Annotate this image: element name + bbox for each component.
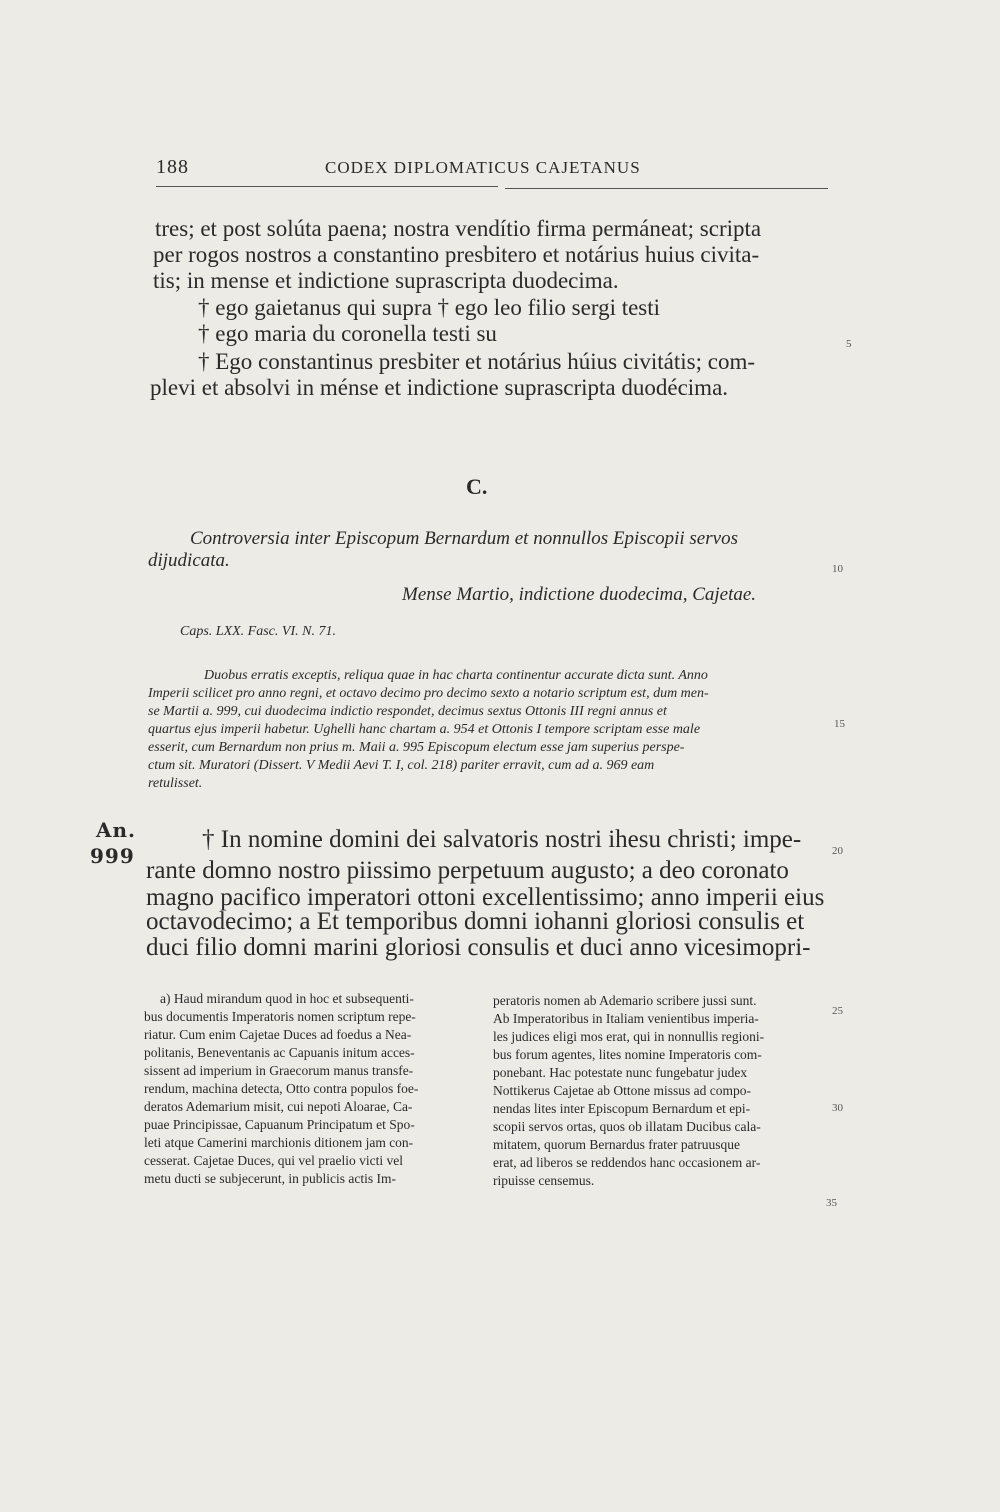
page-number: 188	[156, 156, 189, 178]
charter-line: magno pacifico imperatori ottoni excellentissimo; anno imperii eius	[146, 884, 825, 911]
footnote-line: cesserat. Cajetae Duces, qui vel praelio victi vel	[144, 1153, 404, 1168]
footnote-line: riatur. Cum enim Cajetae Duces ad foedus a Nea-	[144, 1027, 412, 1042]
footnote-line: bus forum agentes, lites nomine Imperatoris com-	[493, 1047, 762, 1062]
archive-reference: Caps. LXX. Fasc. VI. N. 71.	[180, 624, 336, 639]
footnote-line: scopii servos ortas, quos ob illatam Ducibus cala-	[493, 1119, 761, 1134]
footnote-line: sissent ad imperium in Graecorum manus transfe-	[144, 1063, 414, 1078]
footnote-line: leti atque Camerini marchionis ditionem jam con-	[144, 1135, 414, 1150]
footnote-line: bus documentis Imperatoris nomen scriptum repe-	[144, 1009, 416, 1024]
charter-line: octavodecimo; a Et temporibus domni iohanni gloriosi consulis et	[146, 908, 805, 935]
note-line: se Martii a. 999, cui duodecima indictio respondet, decimus sextus Ottonis III regni annus et	[148, 704, 667, 719]
charter-line: rante domno nostro piissimo perpetuum augusto; a deo coronato	[146, 857, 789, 884]
line-number: 15	[834, 718, 845, 730]
line-number: 25	[832, 1005, 843, 1017]
footnote-line: les judices eligi mos erat, qui in nonnullis regioni-	[493, 1029, 765, 1044]
footnote-line: rendum, machina detecta, Otto contra populos foe-	[144, 1081, 419, 1096]
line-number: 5	[846, 338, 852, 350]
charter-line: † In nomine domini dei salvatoris nostri ihesu christi; impe-	[202, 826, 802, 853]
note-line: Duobus erratis exceptis, reliqua quae in hac charta continentur accurate dicta sunt. Anno	[204, 668, 708, 683]
line-number: 35	[826, 1197, 837, 1209]
date-line: Mense Martio, indictione duodecima, Cajetae.	[402, 584, 757, 605]
footnote-line: deratos Ademarium misit, cui nepoti Aloarae, Ca-	[144, 1099, 413, 1114]
footnote-line: Nottikerus Cajetae ab Ottone missus ad compo-	[493, 1083, 751, 1098]
footnote-line: erat, ad liberos se reddendos hanc occasionem ar-	[493, 1155, 761, 1170]
line-number: 20	[832, 845, 843, 857]
summary-line: Controversia inter Episcopum Bernardum et nonnullos Episcopii servos	[190, 528, 738, 549]
margin-year: 999	[90, 844, 135, 868]
text-line: tres; et post solúta paena; nostra vendítio firma permáneat; scripta	[155, 216, 762, 241]
document-number: C.	[466, 474, 488, 499]
text-line: per rogos nostros a constantino presbitero et notárius huius civita-	[153, 242, 760, 267]
footnote-line: politanis, Beneventanis ac Capuanis initum acces-	[144, 1045, 415, 1060]
running-title: CODEX DIPLOMATICUS CAJETANUS	[325, 158, 641, 177]
footnote-line: nendas lites inter Episcopum Bernardum et epi-	[493, 1101, 751, 1116]
text-line: † Ego constantinus presbiter et notárius húius civitátis; com-	[198, 349, 756, 374]
header-rule-left	[156, 186, 498, 187]
footnote-line: ripuisse censemus.	[493, 1173, 595, 1188]
footnote-line: a) Haud mirandum quod in hoc et subsequenti-	[160, 991, 414, 1006]
note-line: retulisset.	[148, 776, 203, 791]
note-line: quartus ejus imperii habetur. Ughelli hanc chartam a. 954 et Ottonis I tempore scriptam esse male	[148, 722, 701, 737]
header-rule-right	[505, 188, 828, 189]
text-line: tis; in mense et indictione suprascripta duodecima.	[153, 268, 619, 293]
line-number: 30	[832, 1102, 843, 1114]
footnote-line: peratoris nomen ab Ademario scribere jussi sunt.	[493, 993, 757, 1008]
charter-line: duci filio domni marini gloriosi consulis et duci anno vicesimopri-	[146, 934, 811, 961]
summary-line: dijudicata.	[148, 550, 230, 571]
note-line: ctum sit. Muratori (Dissert. V Medii Aevi T. I, col. 218) pariter erravit, cum ad a. 969 eam	[148, 758, 655, 773]
footnote-line: Ab Imperatoribus in Italiam venientibus imperia-	[493, 1011, 759, 1026]
line-number: 10	[832, 563, 843, 575]
note-line: esserit, cum Bernardum non prius m. Maii a. 995 Episcopum electum esse jam superius perspe-	[148, 740, 685, 755]
text-line: † ego maria du coronella testi su	[198, 321, 497, 346]
footnote-line: ponebant. Hac potestate nunc fungebatur judex	[493, 1065, 748, 1080]
margin-label: An.	[96, 818, 137, 842]
footnote-line: mitatem, quorum Bernardus frater patruusque	[493, 1137, 741, 1152]
text-line: † ego gaietanus qui supra † ego leo filio sergi testi	[198, 295, 661, 320]
note-line: Imperii scilicet pro anno regni, et octavo decimo pro decimo sexto a notario scriptum est, dum men-	[148, 686, 709, 701]
footnote-line: metu ducti se subjecerunt, in publicis actis Im-	[144, 1171, 396, 1186]
text-line: plevi et absolvi in ménse et indictione suprascripta duodécima.	[150, 375, 729, 400]
footnote-line: puae Principissae, Capuanum Principatum et Spo-	[144, 1117, 415, 1132]
